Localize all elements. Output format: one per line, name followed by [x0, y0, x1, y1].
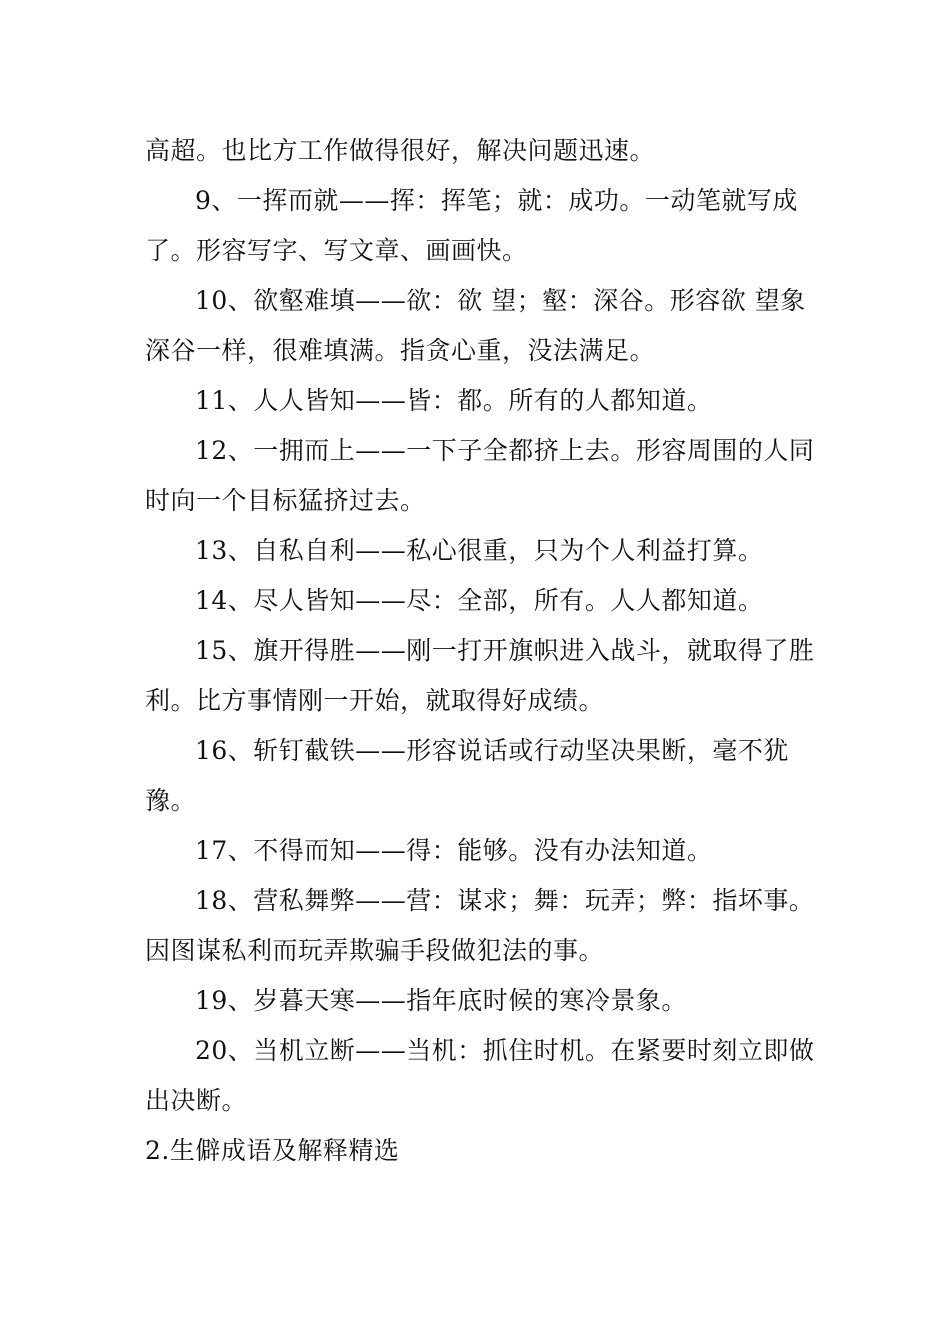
idiom-entry-12: 12、一拥而上——一下子全都挤上去。形容周围的人同时向一个目标猛挤过去。 [145, 436, 815, 515]
idiom-entry-11: 11、人人皆知——皆：都。所有的人都知道。 [195, 386, 713, 415]
idiom-entry-19: 19、岁暮天寒——指年底时候的寒冷景象。 [195, 986, 687, 1015]
idiom-entry-14: 14、尽人皆知——尽：全部，所有。人人都知道。 [195, 586, 764, 615]
document-body [145, 126, 825, 1176]
idiom-entry-15: 15、旗开得胜——刚一打开旗帜进入战斗，就取得了胜利。比方事情刚一开始，就取得好成绩。 [145, 636, 815, 715]
idiom-entry-13: 13、自私自利——私心很重，只为个人利益打算。 [195, 536, 764, 565]
idiom-entry-10: 10、欲壑难填——欲：欲 望；壑：深谷。形容欲 望象深谷一样，很难填满。指贪心重，没法满足。 [145, 286, 806, 365]
paragraph-continuation: 高超。也比方工作做得很好，解决问题迅速。 [145, 136, 656, 165]
idiom-entry-17: 17、不得而知——得：能够。没有办法知道。 [195, 836, 713, 865]
idiom-entry-9: 9、一挥而就——挥：挥笔；就：成功。一动笔就写成了。形容写字、写文章、画画快。 [145, 186, 798, 265]
section-heading: 2.生僻成语及解释精选 [145, 1136, 400, 1165]
idiom-entry-20: 20、当机立断——当机：抓住时机。在紧要时刻立即做出决断。 [145, 1036, 815, 1115]
idiom-entry-18: 18、营私舞弊——营：谋求；舞：玩弄；弊：指坏事。因图谋私利而玩弄欺骗手段做犯法的事。 [145, 886, 815, 965]
idiom-entry-16: 16、斩钉截铁——形容说话或行动坚决果断，毫不犹豫。 [145, 736, 789, 815]
